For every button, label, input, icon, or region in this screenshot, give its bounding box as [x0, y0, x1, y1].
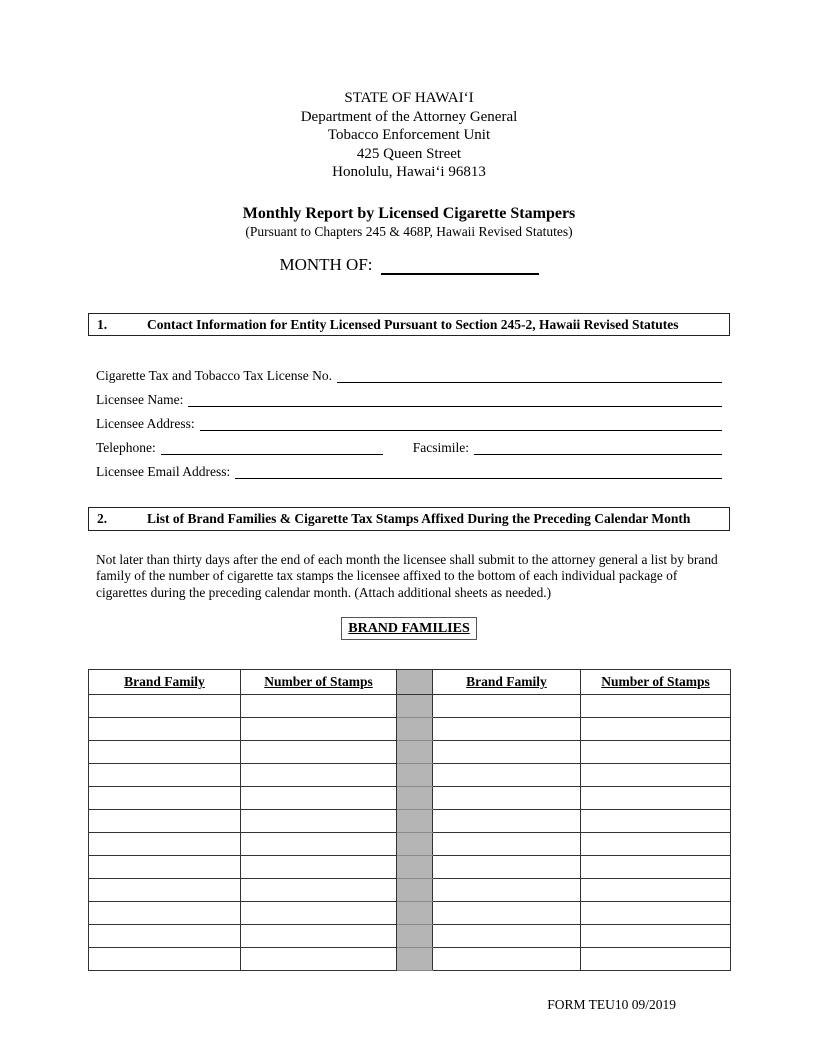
separator-cell — [397, 764, 433, 787]
brand-table-row — [89, 833, 731, 856]
brand-table-cell[interactable] — [433, 948, 581, 971]
separator-header-cell — [397, 670, 433, 695]
brand-table-cell[interactable] — [241, 925, 397, 948]
brand-table-cell[interactable] — [433, 764, 581, 787]
letterhead-street: 425 Queen Street — [356, 145, 462, 162]
brand-families-title-wrap — [88, 617, 730, 640]
brand-table-row — [89, 787, 731, 810]
separator-cell — [397, 787, 433, 810]
brand-table-body — [89, 695, 731, 971]
letterhead-department: Department of the Attorney General — [300, 108, 518, 125]
brand-table-row — [89, 810, 731, 833]
licensee-name-label: Licensee Name: — [96, 392, 184, 408]
licensee-address-label: Licensee Address: — [96, 416, 195, 432]
brand-table-row — [89, 695, 731, 718]
brand-table-cell[interactable] — [89, 764, 241, 787]
header-number-of-stamps-right: Number of Stamps — [581, 670, 731, 695]
licensee-address-blank[interactable] — [200, 415, 722, 431]
brand-table-cell[interactable] — [241, 833, 397, 856]
brand-table-cell[interactable] — [89, 810, 241, 833]
section-2-header — [88, 507, 730, 531]
brand-table-row — [89, 856, 731, 879]
email-blank[interactable] — [235, 463, 722, 479]
brand-table-cell[interactable] — [241, 879, 397, 902]
brand-table-cell[interactable] — [89, 902, 241, 925]
brand-table-cell[interactable] — [89, 925, 241, 948]
brand-table-cell[interactable] — [241, 787, 397, 810]
brand-table-cell[interactable] — [581, 902, 731, 925]
brand-families-table — [88, 669, 731, 971]
brand-table-cell[interactable] — [581, 925, 731, 948]
letterhead-unit: Tobacco Enforcement Unit — [327, 127, 491, 144]
letterhead-state: STATE OF HAWAI‘I — [344, 90, 474, 106]
license-no-blank[interactable] — [337, 367, 722, 383]
contact-fields — [88, 367, 730, 479]
brand-table-cell[interactable] — [581, 879, 731, 902]
brand-table-row — [89, 718, 731, 741]
separator-cell — [397, 879, 433, 902]
brand-table-cell[interactable] — [241, 741, 397, 764]
section-2-number: 2. — [97, 511, 108, 527]
brand-table-cell[interactable] — [241, 695, 397, 718]
brand-table-cell[interactable] — [433, 833, 581, 856]
facsimile-label: Facsimile: — [412, 440, 470, 456]
document-title: Monthly Report by Licensed Cigarette Stampers — [242, 204, 576, 222]
brand-table-row — [89, 948, 731, 971]
separator-cell — [397, 902, 433, 925]
brand-table-row — [89, 925, 731, 948]
separator-cell — [397, 810, 433, 833]
license-no-label: Cigarette Tax and Tobacco Tax License No. — [96, 368, 332, 384]
license-no-row — [96, 367, 722, 383]
brand-table-cell[interactable] — [433, 925, 581, 948]
section-1-number: 1. — [97, 316, 108, 332]
brand-table-cell[interactable] — [89, 787, 241, 810]
brand-table-cell[interactable] — [433, 718, 581, 741]
brand-table-cell[interactable] — [433, 856, 581, 879]
brand-table-cell[interactable] — [89, 856, 241, 879]
brand-table-cell[interactable] — [581, 695, 731, 718]
brand-table-cell[interactable] — [89, 695, 241, 718]
header-brand-family-left: Brand Family — [89, 670, 241, 695]
brand-table-cell[interactable] — [581, 718, 731, 741]
separator-cell — [397, 948, 433, 971]
letterhead — [88, 0, 730, 182]
separator-cell — [397, 925, 433, 948]
separator-cell — [397, 856, 433, 879]
licensee-name-row — [96, 391, 722, 407]
brand-table-cell[interactable] — [433, 741, 581, 764]
brand-table-cell[interactable] — [581, 810, 731, 833]
brand-table-cell[interactable] — [433, 695, 581, 718]
telephone-facsimile-row — [96, 439, 722, 455]
brand-table-cell[interactable] — [433, 879, 581, 902]
brand-table-cell[interactable] — [89, 741, 241, 764]
header-brand-family-right: Brand Family — [433, 670, 581, 695]
form-number: FORM TEU10 09/2019 — [547, 997, 676, 1013]
section-2-instructions: Not later than thirty days after the end of each month the licensee shall submit to the attorney general a list by brand family of the number of cigarette tax stamps the licensee affixed to the bottom of each individual package of cigarettes during the preceding calendar month. (Attach additional sheets as needed.) — [96, 551, 718, 600]
brand-table-cell[interactable] — [89, 948, 241, 971]
brand-table-cell[interactable] — [581, 741, 731, 764]
separator-cell — [397, 741, 433, 764]
telephone-blank[interactable] — [161, 439, 383, 455]
letterhead-city: Honolulu, Hawai‘i 96813 — [332, 164, 486, 181]
separator-cell — [397, 833, 433, 856]
brand-table-cell[interactable] — [581, 833, 731, 856]
section-1-title: Contact Information for Entity Licensed Pursuant to Section 245-2, Hawaii Revised Statutes — [147, 316, 679, 332]
brand-table-cell[interactable] — [241, 902, 397, 925]
month-of-row — [88, 254, 730, 275]
brand-table-cell[interactable] — [89, 718, 241, 741]
brand-table-cell[interactable] — [89, 833, 241, 856]
brand-table-cell[interactable] — [581, 764, 731, 787]
form-content — [88, 0, 730, 1013]
facsimile-blank[interactable] — [474, 439, 722, 455]
brand-table-cell[interactable] — [241, 810, 397, 833]
section-2-title: List of Brand Families & Cigarette Tax Stamps Affixed During the Preceding Calendar Month — [147, 511, 691, 527]
brand-table-cell[interactable] — [433, 810, 581, 833]
brand-table-cell[interactable] — [581, 856, 731, 879]
telephone-label: Telephone: — [96, 440, 156, 456]
section-1-header — [88, 313, 730, 337]
brand-table-cell[interactable] — [581, 787, 731, 810]
brand-table-row — [89, 764, 731, 787]
document-subtitle: (Pursuant to Chapters 245 & 468P, Hawaii Revised Statutes) — [245, 223, 573, 239]
brand-table-row — [89, 741, 731, 764]
brand-table-cell[interactable] — [241, 718, 397, 741]
email-label: Licensee Email Address: — [96, 464, 231, 480]
brand-table-cell[interactable] — [433, 787, 581, 810]
month-of-blank[interactable] — [381, 256, 539, 275]
brand-table-cell[interactable] — [241, 948, 397, 971]
separator-cell — [397, 695, 433, 718]
header-number-of-stamps-left: Number of Stamps — [241, 670, 397, 695]
licensee-name-blank[interactable] — [188, 391, 722, 407]
brand-families-title: BRAND FAMILIES — [341, 617, 476, 640]
brand-table-cell[interactable] — [581, 948, 731, 971]
brand-table-cell[interactable] — [89, 879, 241, 902]
brand-table-header-row — [89, 670, 731, 695]
brand-table-row — [89, 879, 731, 902]
brand-table-cell[interactable] — [433, 902, 581, 925]
brand-table-cell[interactable] — [241, 764, 397, 787]
separator-cell — [397, 718, 433, 741]
brand-table-row — [89, 902, 731, 925]
brand-table-cell[interactable] — [241, 856, 397, 879]
licensee-address-row — [96, 415, 722, 431]
month-of-label: MONTH OF: — [279, 254, 373, 274]
email-row — [96, 463, 722, 479]
